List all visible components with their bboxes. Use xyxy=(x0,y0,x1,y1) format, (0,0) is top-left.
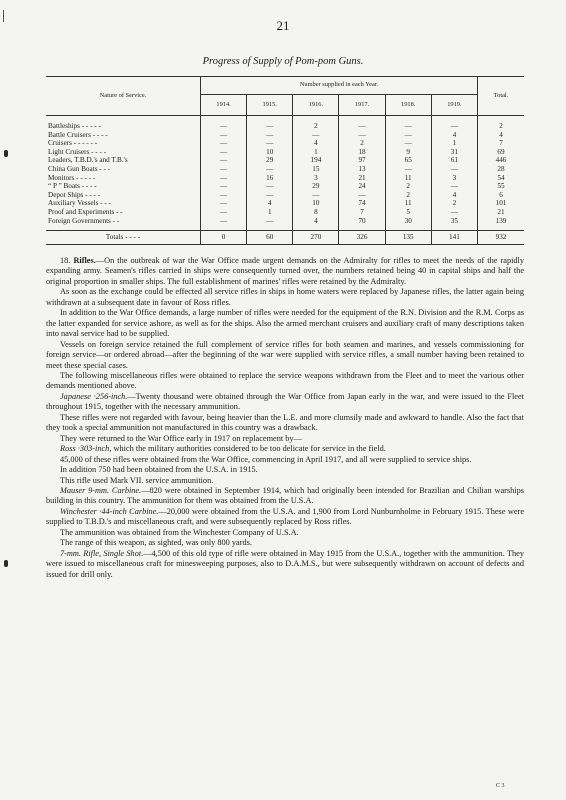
table-header-row xyxy=(46,77,524,95)
paragraph: In addition 750 had been obtained from the U.S.A. in 1915. xyxy=(60,465,258,475)
value-cell: 7 xyxy=(339,208,385,217)
year-header: 1915. xyxy=(247,95,293,116)
row-total-cell: 55 xyxy=(478,182,525,191)
value-cell: — xyxy=(385,165,431,174)
table-row xyxy=(46,148,524,157)
paragraph-text: which the military authorities considered to be too delicate for service in the field. xyxy=(111,444,386,454)
value-cell: — xyxy=(247,139,293,148)
value-cell: — xyxy=(247,217,293,231)
value-cell: — xyxy=(201,148,247,157)
service-cell: Leaders, T.B.D.'s and T.B.'s xyxy=(46,156,201,165)
rifle-label-winchester: Winchester ·44-inch Carbine. xyxy=(60,506,159,516)
row-total-cell: 6 xyxy=(478,191,525,200)
paragraph: In addition to the War Office demands, a large number of rifles were needed for the equipment of the R.N. Division and the R.M. Corps as the latter expanded for service ashore, as well as for the ships. Also the armed merchant cruisers and auxiliary craft of many descriptions taken into naval service had to be supplied. xyxy=(46,308,524,339)
paragraph-text: —On the outbreak of war the War Office made urgent demands on the Admiralty for rifles to meet the needs of the rapidly expanding army. Seamen's rifles carried in ships were consequently turned over, the numbers retained being 40 in capital ships and half the original proportion in smaller ships. The full establishment of marines' rifles were retained by the Admiralty. xyxy=(46,256,524,286)
value-cell: 97 xyxy=(339,156,385,165)
row-total-cell: 4 xyxy=(478,131,525,140)
paragraph: 45,000 of these rifles were obtained from the War Office, commencing in April 1917, and all were supplied to service ships. xyxy=(60,454,472,464)
value-cell: 21 xyxy=(339,174,385,183)
value-cell: — xyxy=(339,131,385,140)
value-cell: 31 xyxy=(431,148,477,157)
value-cell: — xyxy=(201,191,247,200)
rifle-label-japanese: Japanese ·256-inch. xyxy=(60,391,128,401)
paragraph xyxy=(46,549,524,580)
value-cell: 18 xyxy=(339,148,385,157)
value-cell: — xyxy=(201,116,247,131)
value-cell: — xyxy=(293,191,339,200)
value-cell: 4 xyxy=(247,199,293,208)
service-cell: Proof and Experiments - - xyxy=(46,208,201,217)
value-cell: 11 xyxy=(385,174,431,183)
value-cell: 70 xyxy=(339,217,385,231)
value-cell: 30 xyxy=(385,217,431,231)
table-row xyxy=(46,131,524,140)
value-cell: 4 xyxy=(293,217,339,231)
value-cell: 1 xyxy=(293,148,339,157)
table-row xyxy=(46,217,524,231)
value-cell: 35 xyxy=(431,217,477,231)
row-total-cell: 446 xyxy=(478,156,525,165)
value-cell: — xyxy=(201,139,247,148)
table-row xyxy=(46,156,524,165)
paragraph: These rifles were not regarded with favour, being heavier than the L.E. and more clumsily made and awkward to handle. Also the fact that they took a special ammunition not manufactured in this country was a drawback. xyxy=(46,412,524,433)
value-cell: — xyxy=(431,182,477,191)
value-cell: 9 xyxy=(385,148,431,157)
value-cell: — xyxy=(293,131,339,140)
value-cell: 2 xyxy=(339,139,385,148)
punch-hole-mark xyxy=(4,150,8,157)
value-cell: — xyxy=(431,116,477,131)
value-cell: — xyxy=(431,165,477,174)
service-cell: Battleships - - - - - xyxy=(46,116,201,131)
paragraph: The following miscellaneous rifles were obtained to replace the service weapons withdrawn from the Fleet and to meet the various other demands mentioned above. xyxy=(46,370,524,391)
value-cell: 3 xyxy=(431,174,477,183)
service-cell: Battle Cruisers - - - - xyxy=(46,131,201,140)
value-cell: — xyxy=(385,139,431,148)
value-cell: 4 xyxy=(431,191,477,200)
value-cell: — xyxy=(201,165,247,174)
rifle-label-mauser: Mauser 9-mm. Carbine. xyxy=(60,485,142,495)
service-cell: Cruisers - - - - - - xyxy=(46,139,201,148)
year-header: 1917. xyxy=(339,95,385,116)
value-cell: — xyxy=(339,116,385,131)
table-row xyxy=(46,182,524,191)
service-cell: Foreign Governments - - xyxy=(46,217,201,231)
table-row xyxy=(46,174,524,183)
value-cell: — xyxy=(201,199,247,208)
value-cell: 2 xyxy=(293,116,339,131)
table-body xyxy=(46,116,524,231)
total-column-header: Total. xyxy=(478,77,525,116)
value-cell: 10 xyxy=(247,148,293,157)
total-cell: 141 xyxy=(431,231,477,245)
row-total-cell: 101 xyxy=(478,199,525,208)
value-cell: 16 xyxy=(247,174,293,183)
total-cell: 326 xyxy=(339,231,385,245)
paragraph: They were returned to the War Office early in 1917 on replacement by— xyxy=(60,433,302,443)
page-number: 21 xyxy=(276,18,290,33)
totals-row xyxy=(46,231,524,245)
section-18-text xyxy=(46,256,524,580)
paragraph-text: —Twenty thousand were obtained through the War Office from Japan early in the war, and were issued to the Fleet throughout 1915, together with the necessary ammunition. xyxy=(46,391,524,412)
paragraph-text: —20,000 were obtained from the U.S.A. and 1,900 from Lord Nunburnholme in February 1915. These were supplied to T.B.D.'s and miscellaneous craft, and were subsequently replaced by Ross rifles. xyxy=(46,506,524,527)
row-total-cell: 69 xyxy=(478,148,525,157)
footer-signature-mark: C 3 xyxy=(496,783,505,789)
value-cell: 1 xyxy=(247,208,293,217)
value-cell: 29 xyxy=(247,156,293,165)
supply-table-container xyxy=(46,76,524,245)
value-cell: — xyxy=(247,131,293,140)
value-cell: 65 xyxy=(385,156,431,165)
section-number: 18. xyxy=(60,256,71,265)
row-total-cell: 139 xyxy=(478,217,525,231)
year-header: 1916. xyxy=(293,95,339,116)
value-cell: — xyxy=(385,116,431,131)
table-row xyxy=(46,208,524,217)
table-title: Progress of Supply of Pom-pom Guns. xyxy=(202,56,364,67)
paragraph: The range of this weapon, as sighted, was only 800 yards. xyxy=(60,538,252,548)
paragraph xyxy=(46,486,524,507)
value-cell: 2 xyxy=(385,182,431,191)
paragraph xyxy=(46,507,524,528)
value-cell: 74 xyxy=(339,199,385,208)
row-total-cell: 2 xyxy=(478,116,525,131)
row-total-cell: 28 xyxy=(478,165,525,174)
total-cell: 270 xyxy=(293,231,339,245)
value-cell: 2 xyxy=(431,199,477,208)
paragraph xyxy=(46,392,524,413)
paragraph xyxy=(46,256,524,287)
totals-label: Totals - - - - xyxy=(46,231,201,245)
value-cell: — xyxy=(339,191,385,200)
year-header: 1918. xyxy=(385,95,431,116)
value-cell: — xyxy=(201,217,247,231)
year-header: 1914. xyxy=(201,95,247,116)
table-row xyxy=(46,116,524,131)
paragraph-text: —4,500 of this old type of rifle were obtained in May 1915 from the U.S.A., together with the ammunition. They were issued to miscellaneous craft for minesweeping purposes, also to D.A.M.S., but were subsequently withdrawn on account of defects and issued for drill only. xyxy=(46,548,524,579)
service-cell: Light Cruisers - - - - xyxy=(46,148,201,157)
value-cell: 29 xyxy=(293,182,339,191)
value-cell: 10 xyxy=(293,199,339,208)
value-cell: — xyxy=(247,116,293,131)
value-cell: 13 xyxy=(339,165,385,174)
value-cell: — xyxy=(247,165,293,174)
table-row xyxy=(46,165,524,174)
value-cell: 4 xyxy=(431,131,477,140)
paragraph: This rifle used Mark VII. service ammunition. xyxy=(60,475,214,485)
row-total-cell: 7 xyxy=(478,139,525,148)
table-row xyxy=(46,199,524,208)
value-cell: — xyxy=(201,131,247,140)
service-cell: China Gun Boats - - - xyxy=(46,165,201,174)
service-cell: Depot Ships - - - - xyxy=(46,191,201,200)
year-group-header: Number supplied in each Year. xyxy=(201,77,478,95)
value-cell: 8 xyxy=(293,208,339,217)
paragraph-text: —820 were obtained in September 1914, which had originally been intended for Brazilian and Chilian warships building in this country. The ammunition for them was obtained from the U.S.A. xyxy=(46,485,524,506)
value-cell: 15 xyxy=(293,165,339,174)
value-cell: 61 xyxy=(431,156,477,165)
pom-pom-supply-table xyxy=(46,76,524,245)
paragraph: The ammunition was obtained from the Winchester Company of U.S.A. xyxy=(60,527,299,537)
rifle-label-7mm: 7-mm. Rifle, Single Shot. xyxy=(60,548,144,558)
value-cell: 24 xyxy=(339,182,385,191)
value-cell: — xyxy=(385,131,431,140)
value-cell: 2 xyxy=(385,191,431,200)
value-cell: — xyxy=(247,182,293,191)
paragraph: As soon as the exchange could be effected all service rifles in ships in home waters were replaced by Japanese rifles, the latter again being withdrawn at a subsequent date in favour of Ross rifles. xyxy=(46,287,524,307)
value-cell: 3 xyxy=(293,174,339,183)
value-cell: — xyxy=(247,191,293,200)
total-cell: 60 xyxy=(247,231,293,245)
service-column-header: Nature of Service. xyxy=(46,77,201,116)
table-row xyxy=(46,191,524,200)
table-row xyxy=(46,139,524,148)
paragraph: Vessels on foreign service retained the full complement of service rifles for both seamen and marines, and vessels commissioning for foreign service—or ordered abroad—after the beginning of the war were supplied with service rifles, a small number having been retained to meet these special cases. xyxy=(46,339,524,370)
value-cell: — xyxy=(431,208,477,217)
section-heading: Rifles. xyxy=(73,256,96,265)
value-cell: 4 xyxy=(293,139,339,148)
value-cell: 11 xyxy=(385,199,431,208)
grand-total-cell: 932 xyxy=(478,231,525,245)
row-total-cell: 21 xyxy=(478,208,525,217)
value-cell: — xyxy=(201,174,247,183)
paragraph xyxy=(46,444,524,454)
value-cell: 194 xyxy=(293,156,339,165)
value-cell: — xyxy=(201,156,247,165)
value-cell: 1 xyxy=(431,139,477,148)
row-total-cell: 54 xyxy=(478,174,525,183)
punch-hole-mark xyxy=(4,560,8,567)
service-cell: “ P ” Boats - - - - xyxy=(46,182,201,191)
value-cell: — xyxy=(201,182,247,191)
value-cell: 5 xyxy=(385,208,431,217)
rifle-label-ross: Ross ·303-inch, xyxy=(60,444,112,454)
total-cell: 0 xyxy=(201,231,247,245)
year-header: 1919. xyxy=(431,95,477,116)
service-cell: Monitors - - - - - xyxy=(46,174,201,183)
service-cell: Auxiliary Vessels - - - xyxy=(46,199,201,208)
total-cell: 135 xyxy=(385,231,431,245)
value-cell: — xyxy=(201,208,247,217)
